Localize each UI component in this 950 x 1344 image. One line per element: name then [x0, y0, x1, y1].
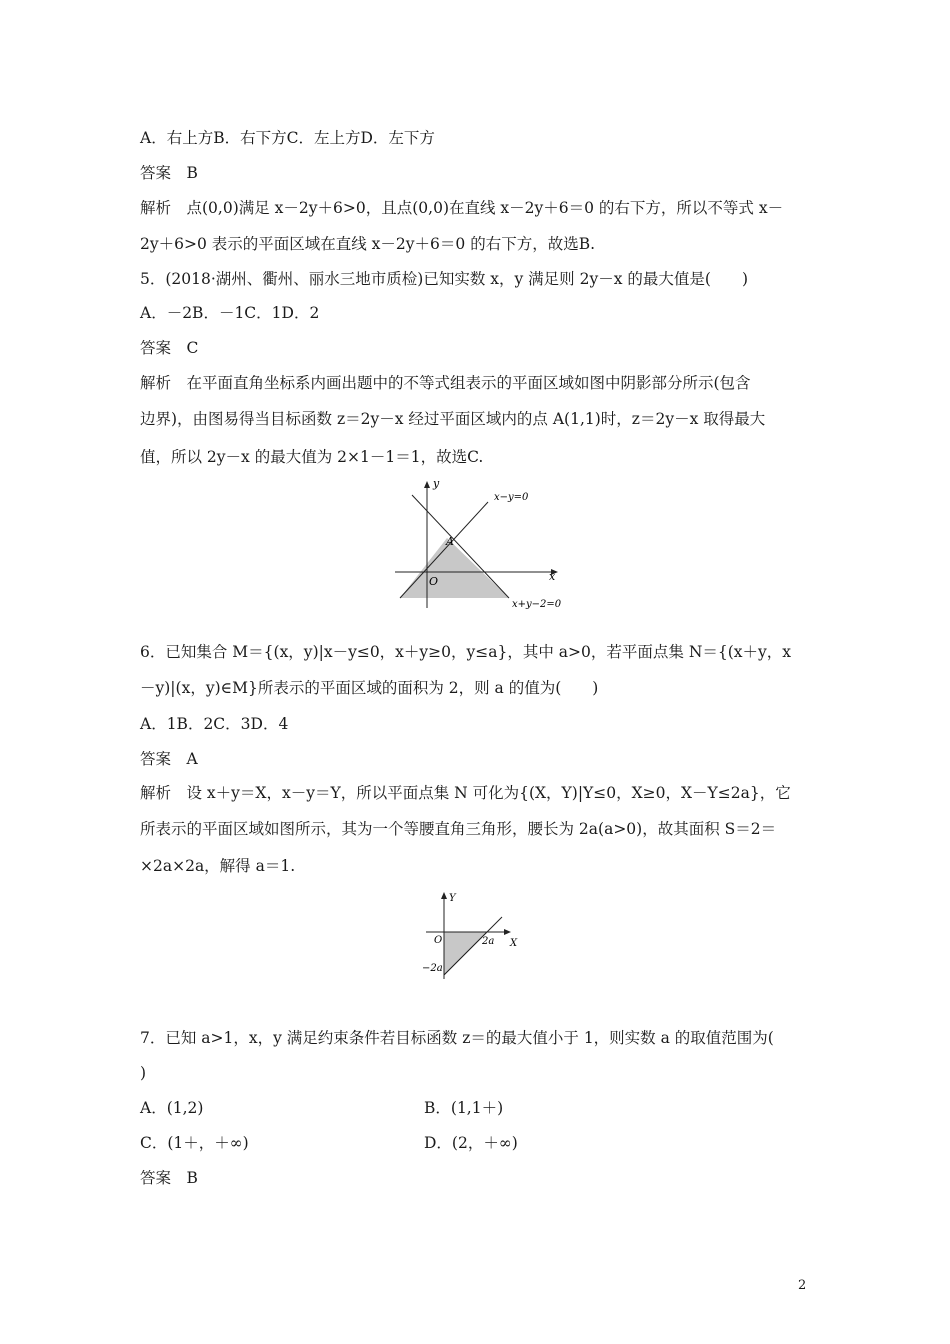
q7-option-b: B．(1,1＋)	[424, 1099, 504, 1117]
q6-stem-line-1: 6．已知集合 M＝{(x，y)|x－y≤0，x＋y≥0，y≤a}，其中 a>0，若平面点集 N＝{(x＋y，x	[140, 643, 792, 661]
q5-shaded-region	[400, 538, 509, 598]
q6-y-axis-arrow	[441, 892, 447, 899]
q6-stem-line-2: －y)|(x，y)∈M}所表示的平面区域的面积为 2，则 a 的值为( )	[140, 679, 599, 697]
q5-analysis-line-3: 值，所以 2y－x 的最大值为 2×1－1＝1，故选C.	[140, 448, 484, 466]
q4-analysis-line-2: 2y＋6>0 表示的平面区域在直线 x－2y＋6＝0 的右下方，故选B.	[140, 235, 596, 253]
q5-line2-label: x+y−2=0	[512, 599, 562, 610]
q7-options-row-2	[140, 1133, 820, 1153]
q5-line1-label: x−y=0	[494, 492, 529, 503]
q4-options: A．右上方B．右下方C．左上方D．左下方	[140, 129, 435, 147]
q7-option-a: A．(1,2)	[140, 1099, 204, 1117]
q5-origin-label: O	[429, 575, 439, 588]
q5-y-label: y	[433, 477, 440, 490]
q6-answer: 答案 A	[140, 750, 198, 768]
q6-y-label: Y	[449, 893, 456, 904]
q5-analysis-line-1: 解析 在平面直角坐标系内画出题中的不等式组表示的平面区域如图中阴影部分所示(包含	[140, 374, 751, 392]
q4-analysis-line-1: 解析 点(0,0)满足 x－2y＋6>0，且点(0,0)在直线 x－2y＋6＝0 的右下方，所以不等式 x－	[140, 199, 784, 217]
q6-x-label: X	[510, 938, 518, 949]
q5-y-axis-arrow	[424, 481, 430, 488]
q5-point-a-label: A	[446, 535, 454, 548]
q7-option-c: C．(1＋，＋∞)	[140, 1134, 249, 1152]
q6-neg2a-label: −2a	[422, 963, 443, 974]
q7-answer: 答案 B	[140, 1169, 198, 1187]
q4-answer: 答案 B	[140, 164, 198, 182]
q5-figure-svg	[390, 475, 575, 610]
q6-triangle-figure	[418, 887, 533, 982]
q7-option-d: D．(2，＋∞)	[424, 1134, 518, 1152]
q5-analysis-line-2: 边界)，由图易得当目标函数 z＝2y－x 经过平面区域内的点 A(1,1)时，z＝2y－x 取得最大	[140, 410, 766, 428]
q5-feasible-region-figure	[390, 475, 575, 610]
q6-figure-svg	[418, 887, 533, 982]
q6-2a-label: 2a	[482, 936, 495, 947]
q5-x-label: x	[549, 570, 556, 583]
q6-options: A．1B．2C．3D．4	[140, 715, 289, 733]
q6-analysis-line-3: ×2a×2a，解得 a＝1.	[140, 857, 296, 875]
q5-stem: 5．(2018·湖州、衢州、丽水三地市质检)已知实数 x，y 满足则 2y－x 的最大值是( )	[140, 270, 748, 288]
q5-options: A．－2B．－1C．1D．2	[140, 304, 320, 322]
q7-stem-line-1: 7．已知 a>1，x，y 满足约束条件若目标函数 z＝的最大值小于 1，则实数 a 的取值范围为(	[140, 1029, 774, 1047]
q6-analysis-line-2: 所表示的平面区域如图所示，其为一个等腰直角三角形，腰长为 2a(a>0)，故其面积 S＝2＝	[140, 820, 777, 838]
page-number: 2	[798, 1278, 807, 1293]
q7-stem-line-2: )	[140, 1064, 147, 1082]
q6-analysis-line-1: 解析 设 x＋y＝X，x－y＝Y，所以平面点集 N 可化为{(X，Y)|Y≤0，X≥0，X－Y≤2a}，它	[140, 784, 791, 802]
q5-answer: 答案 C	[140, 339, 199, 357]
q6-x-axis-arrow	[504, 929, 511, 935]
q6-origin-label: O	[434, 935, 443, 946]
q7-options-row-1	[140, 1098, 820, 1118]
